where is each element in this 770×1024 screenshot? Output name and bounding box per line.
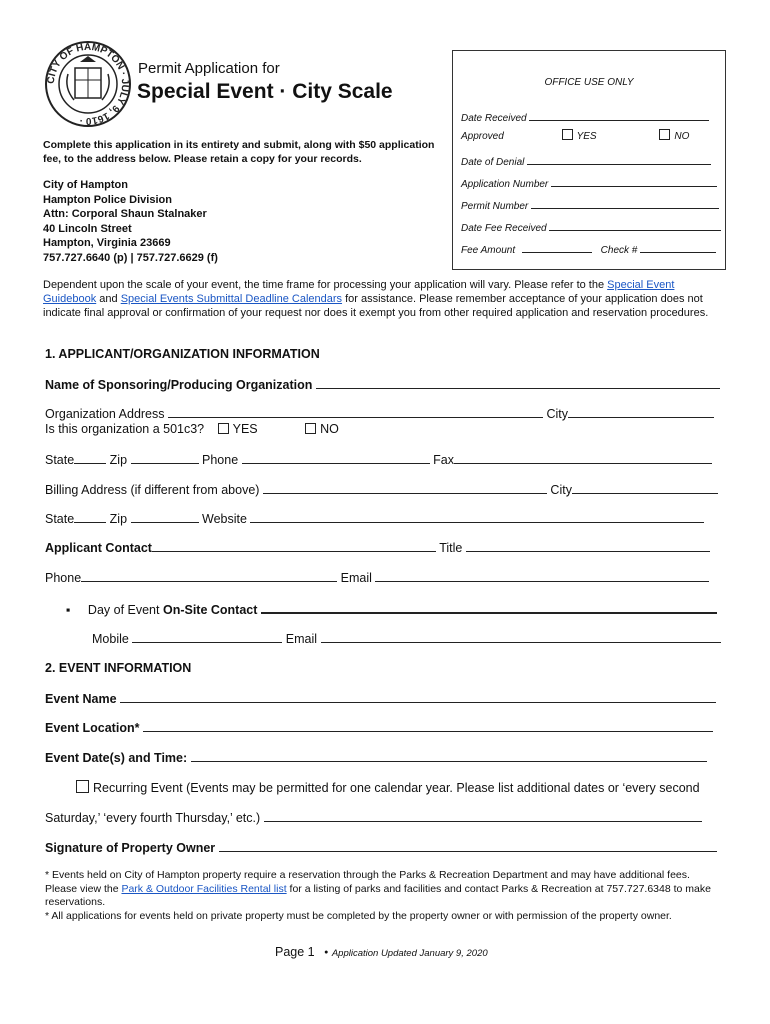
applicant-contact-field[interactable] bbox=[152, 540, 436, 552]
billing-label: Billing Address (if different from above) bbox=[45, 483, 260, 497]
app-number-label: Application Number bbox=[461, 179, 549, 190]
form-title: Special Event · City Scale bbox=[137, 80, 393, 103]
event-name-field[interactable] bbox=[120, 691, 716, 703]
event-location-field[interactable] bbox=[143, 720, 713, 732]
phone-label: Phone bbox=[202, 453, 239, 467]
intro-text: Dependent upon the scale of your event, the time frame for processing your application will vary. Please refer to the bbox=[43, 279, 608, 291]
intro-text: and bbox=[96, 293, 121, 305]
svg-text:CITY OF HAMPTON · JULY 9, 1610: CITY OF HAMPTON · JULY 9, 1610 · bbox=[45, 41, 131, 127]
app-number-field[interactable] bbox=[551, 175, 717, 187]
fee-amount-field[interactable] bbox=[522, 241, 592, 253]
check-field[interactable] bbox=[640, 241, 716, 253]
zip-label: Zip bbox=[109, 512, 128, 526]
day-of-event-label: Day of Event bbox=[87, 603, 163, 617]
note-text: * Events held on City of Hampton property require a reservation through the Parks & Recreation Department and may have additional fees. Please view the bbox=[45, 869, 690, 895]
org-address-field[interactable] bbox=[168, 406, 543, 418]
event-location-label: Event Location* bbox=[45, 721, 140, 735]
address-line: 40 Lincoln Street bbox=[43, 222, 132, 235]
no-label: NO bbox=[674, 131, 690, 142]
event-name-label: Event Name bbox=[45, 692, 117, 706]
section2-heading: 2. EVENT INFORMATION bbox=[45, 661, 192, 675]
yes-label: YES bbox=[576, 131, 597, 142]
seal-icon bbox=[44, 40, 132, 128]
approved-label: Approved bbox=[461, 131, 504, 142]
office-heading: OFFICE USE ONLY bbox=[544, 77, 634, 88]
event-dates-label: Event Date(s) and Time: bbox=[45, 751, 188, 765]
501c3-label: Is this organization a 501c3? bbox=[45, 422, 205, 436]
date-received-label: Date Received bbox=[461, 113, 527, 124]
footer bbox=[275, 945, 488, 959]
signature-label: Signature of Property Owner bbox=[45, 841, 216, 855]
no-label: NO bbox=[320, 422, 339, 436]
address-line: Hampton, Virginia 23669 bbox=[43, 237, 171, 249]
city-field[interactable] bbox=[568, 406, 714, 418]
zip-field[interactable] bbox=[131, 452, 199, 464]
date-fee-label: Date Fee Received bbox=[461, 223, 547, 234]
city-seal bbox=[44, 40, 132, 128]
fax-label: Fax bbox=[433, 453, 454, 467]
signature-field[interactable] bbox=[219, 840, 717, 852]
mobile-label: Mobile bbox=[92, 632, 129, 646]
org-name-label: Name of Sponsoring/Producing Organization bbox=[45, 378, 313, 392]
zip-label: Zip bbox=[109, 453, 128, 467]
approved-no[interactable] bbox=[659, 131, 689, 142]
recurring-checkbox-icon[interactable] bbox=[76, 780, 89, 793]
title-field[interactable] bbox=[466, 540, 710, 552]
onsite-contact-field[interactable] bbox=[261, 601, 717, 614]
recurring-label: Recurring Event (Events may be permitted for one calendar year. Please list additional dates or ‘every second bbox=[93, 781, 700, 795]
website-field[interactable] bbox=[250, 511, 704, 523]
501c3-no[interactable] bbox=[305, 422, 339, 436]
city-label: City bbox=[546, 407, 569, 421]
email-field[interactable] bbox=[375, 570, 709, 582]
form-subtitle: Permit Application for bbox=[138, 60, 280, 77]
email-label: Email bbox=[340, 571, 372, 585]
updated-date: Application Updated January 9, 2020 bbox=[331, 948, 488, 959]
address-block bbox=[43, 178, 218, 265]
email-label: Email bbox=[285, 632, 318, 646]
website-label: Website bbox=[202, 512, 247, 526]
section1-heading: 1. APPLICANT/ORGANIZATION INFORMATION bbox=[45, 347, 320, 361]
page-number: Page 1 bbox=[275, 945, 315, 959]
fax-field[interactable] bbox=[454, 452, 712, 464]
bullet-icon: ▪ bbox=[66, 603, 71, 617]
phone-label: Phone bbox=[45, 571, 82, 585]
permit-number-field[interactable] bbox=[531, 197, 719, 209]
address-line: City of Hampton bbox=[43, 179, 128, 191]
park-rental-link[interactable]: Park & Outdoor Facilities Rental list bbox=[121, 882, 287, 895]
intro-text: for assistance. Please remember acceptance of your application does not indicate final approval or confirmation of your request nor does it exempt you from other required application and reservation procedures. bbox=[43, 293, 709, 319]
title-label: Title bbox=[439, 541, 463, 555]
approved-yes[interactable] bbox=[562, 131, 597, 142]
recurring-dates-field[interactable] bbox=[264, 810, 702, 822]
501c3-yes[interactable] bbox=[218, 422, 258, 436]
recurring-label-cont: Saturday,’ ‘every fourth Thursday,’ etc.) bbox=[45, 811, 261, 825]
check-label: Check # bbox=[600, 245, 638, 256]
checkbox-icon[interactable] bbox=[659, 129, 670, 140]
state-label: State bbox=[45, 453, 75, 467]
zip-field[interactable] bbox=[131, 511, 199, 523]
phone-field[interactable] bbox=[81, 570, 337, 582]
guidebook-link[interactable]: Special Event Guidebook bbox=[43, 279, 675, 305]
checkbox-icon[interactable] bbox=[218, 423, 229, 434]
address-line: Attn: Corporal Shaun Stalnaker bbox=[43, 208, 207, 220]
notes bbox=[45, 869, 723, 923]
deadline-calendars-link[interactable]: Special Events Submittal Deadline Calendars bbox=[120, 293, 343, 305]
note-text: * All applications for events held on private property must be completed by the property owner or with permission of the property owner. bbox=[45, 909, 672, 922]
org-name-field[interactable] bbox=[316, 377, 720, 389]
checkbox-icon[interactable] bbox=[562, 129, 573, 140]
org-address-label: Organization Address bbox=[45, 407, 165, 421]
event-dates-field[interactable] bbox=[191, 750, 707, 762]
date-denial-field[interactable] bbox=[527, 153, 711, 165]
city-field[interactable] bbox=[572, 482, 718, 494]
intro-paragraph bbox=[43, 278, 723, 320]
onsite-contact-label: On-Site Contact bbox=[162, 603, 258, 617]
instructions: Complete this application in its entirety and submit, along with $50 application fee, to the address below. Please retain a copy for your records. bbox=[43, 139, 435, 165]
checkbox-icon[interactable] bbox=[305, 423, 316, 434]
state-field[interactable] bbox=[74, 511, 106, 523]
state-field[interactable] bbox=[74, 452, 106, 464]
yes-label: YES bbox=[232, 422, 258, 436]
applicant-contact-label: Applicant Contact bbox=[45, 541, 152, 555]
fee-amount-label: Fee Amount bbox=[461, 245, 516, 256]
note-text: for a listing of parks and facilities and contact Parks & Recreation at 757.727.6348 to make reservations. bbox=[45, 882, 711, 908]
state-label: State bbox=[45, 512, 75, 526]
date-denial-label: Date of Denial bbox=[461, 157, 525, 168]
mobile-field[interactable] bbox=[132, 631, 282, 643]
office-use-box bbox=[452, 50, 726, 270]
date-fee-field[interactable] bbox=[549, 219, 721, 231]
bullet-icon: ● bbox=[324, 949, 329, 956]
address-phone: 757.727.6640 (p) | 757.727.6629 (f) bbox=[43, 251, 218, 264]
address-line: Hampton Police Division bbox=[43, 193, 172, 206]
city-label: City bbox=[550, 483, 572, 497]
email-field[interactable] bbox=[321, 631, 721, 643]
billing-field[interactable] bbox=[263, 482, 547, 494]
date-received-field[interactable] bbox=[529, 109, 709, 121]
phone-field[interactable] bbox=[242, 452, 430, 464]
permit-number-label: Permit Number bbox=[461, 201, 529, 212]
